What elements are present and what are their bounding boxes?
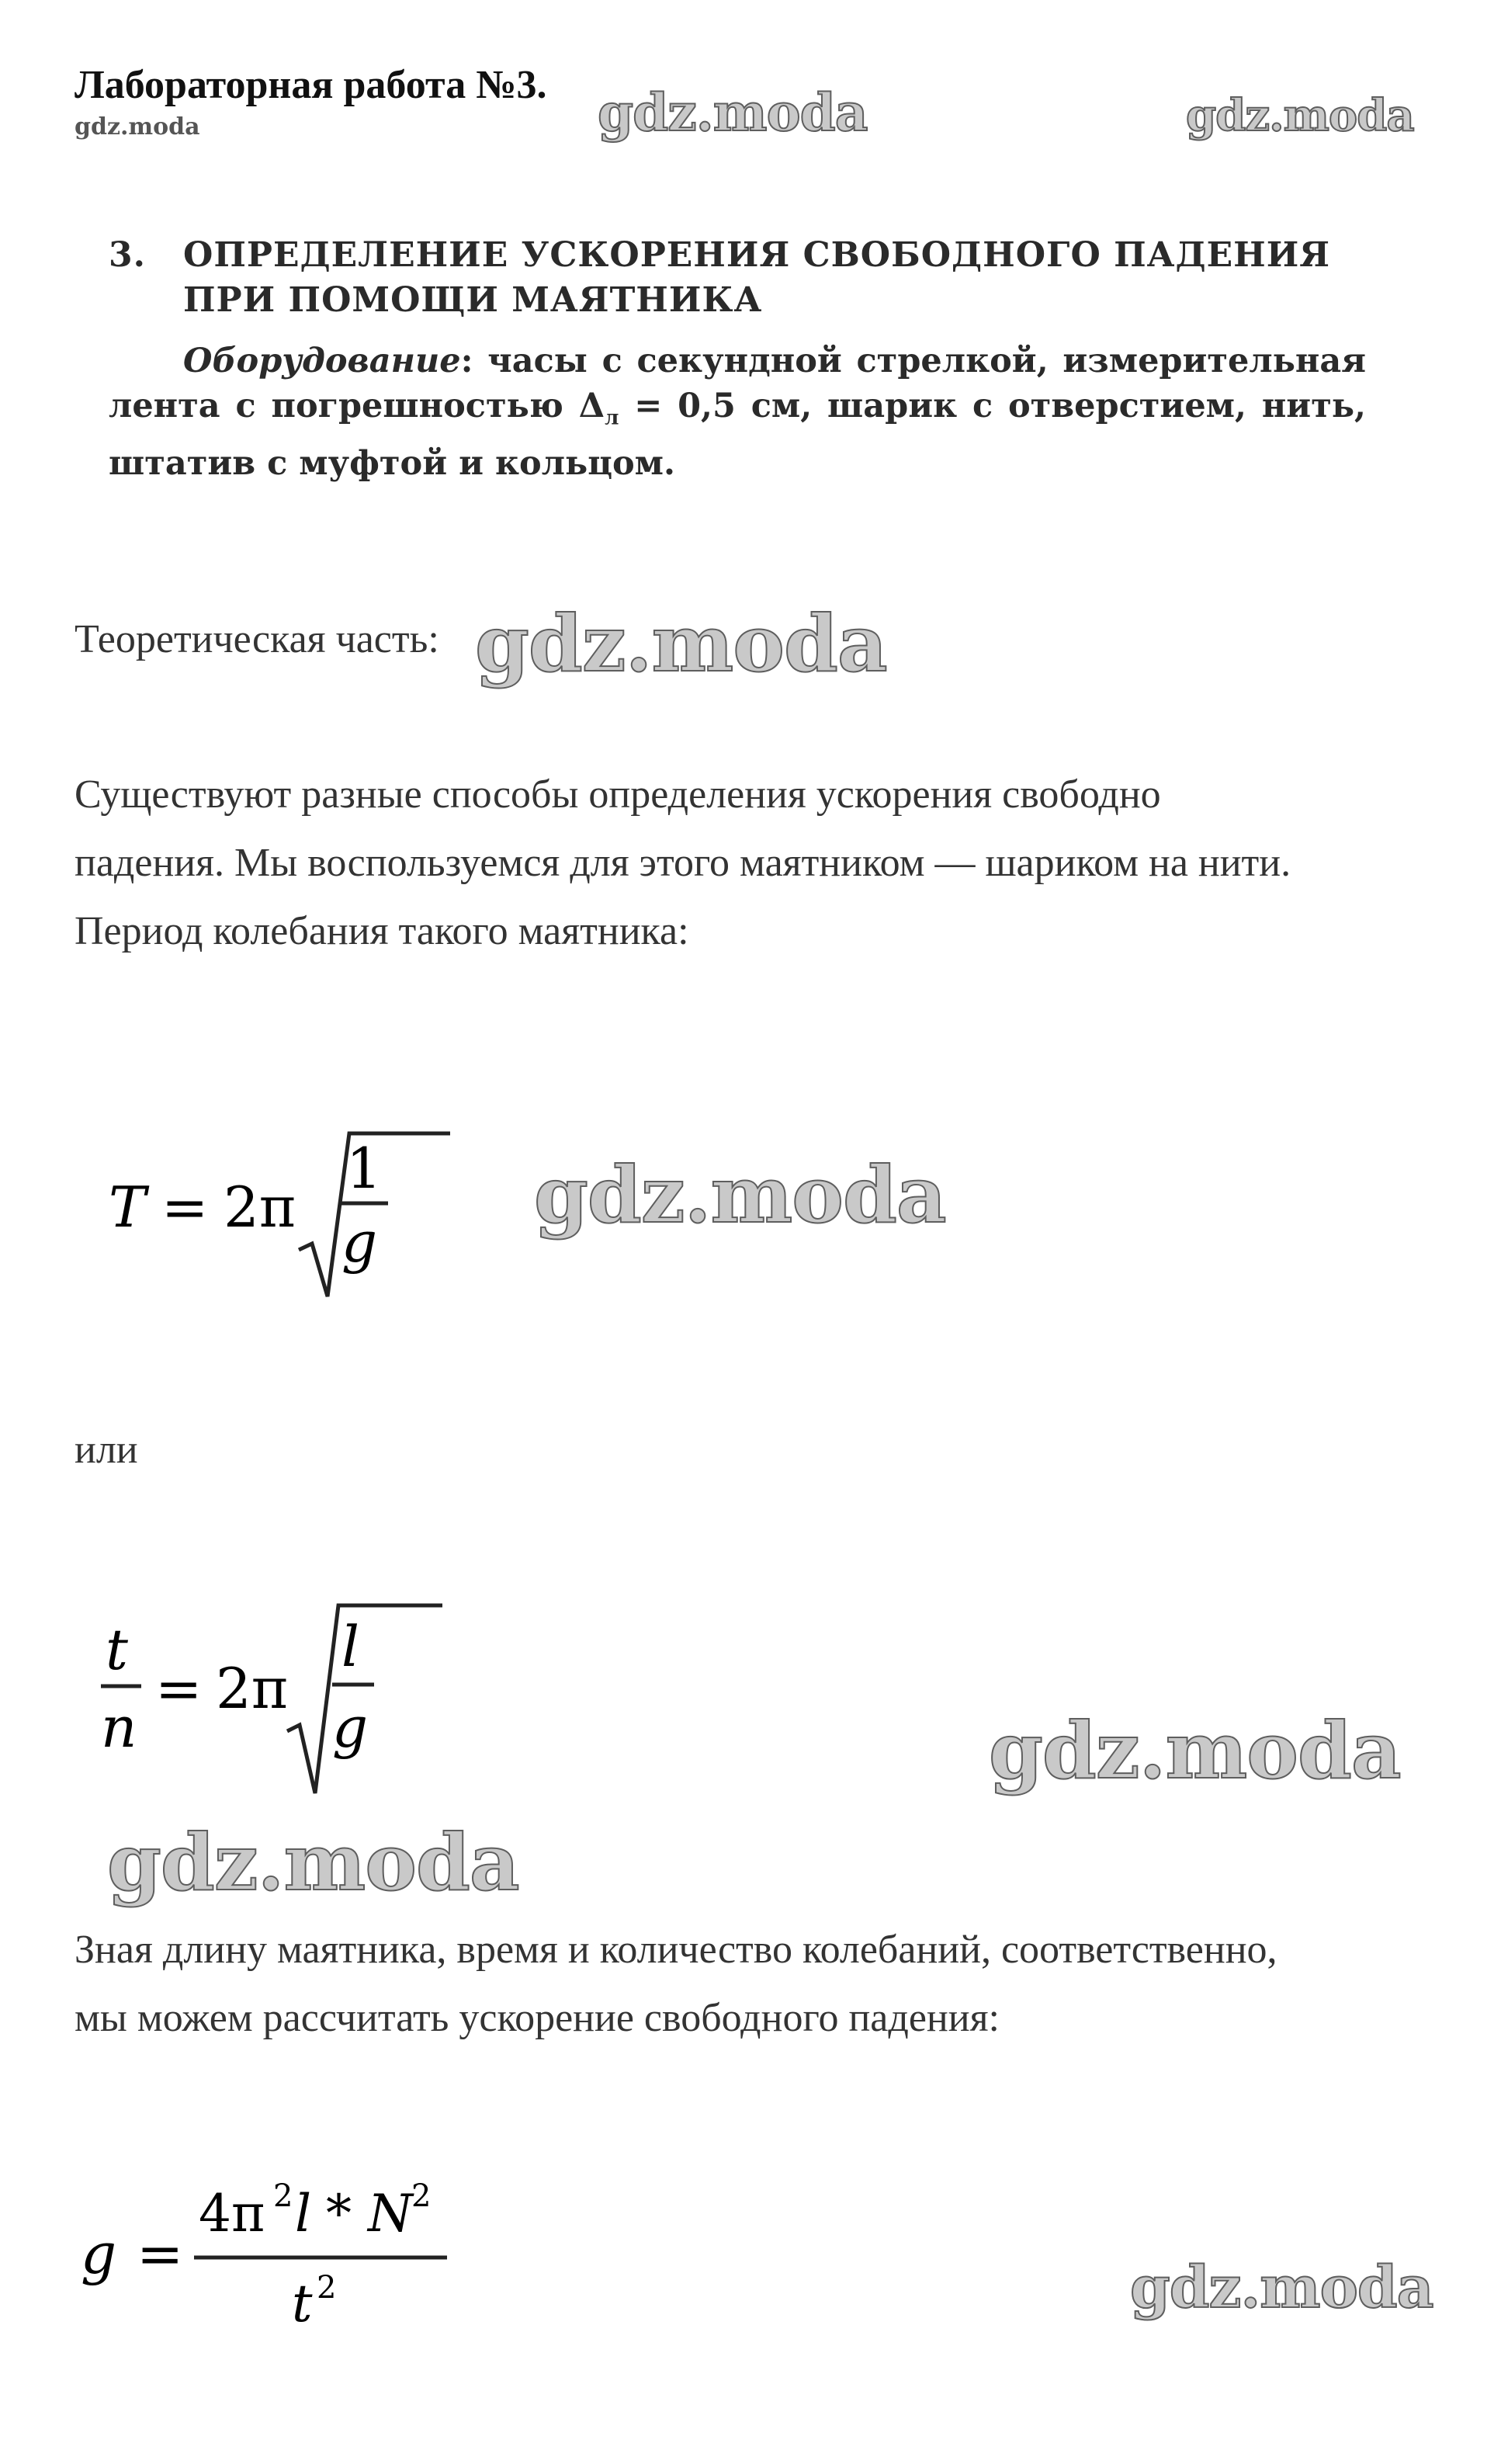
formula-equals: = [137, 2221, 184, 2286]
denominator-time: t [292, 2274, 313, 2334]
formula-g [78, 2174, 481, 2344]
paragraph-line: Зная длину маятника, время и количество колебаний, соответственно, [75, 1928, 1277, 1972]
fraction-denominator: g [332, 1695, 369, 1760]
formula-lhs: T [109, 1175, 147, 1240]
formula-equals: = [155, 1656, 203, 1721]
numerator-multiply: * [326, 2184, 352, 2244]
textbook-excerpt [109, 233, 1366, 486]
equipment-subscript: л [605, 406, 619, 430]
fraction-denominator: n [101, 1695, 137, 1760]
formula-coefficient: 2π [224, 1175, 296, 1240]
watermark: gdz.moda [534, 1149, 946, 1241]
theory-label: Теоретическая часть: [75, 617, 439, 661]
fraction-numerator: l [341, 1614, 360, 1679]
formula-lhs: g [81, 2221, 117, 2286]
equipment-text: : часы с секундной стрелкой, измерительная лента с погрешностью Δ [109, 342, 1366, 425]
or-word: или [75, 1428, 138, 1472]
section-number: 3. [109, 235, 146, 275]
paragraph-calculation [75, 1916, 1472, 2053]
equipment-paragraph [109, 338, 1366, 486]
numerator-exponent: 2 [273, 2178, 293, 2214]
numerator-length: l [295, 2184, 312, 2244]
paragraph-line: мы можем рассчитать ускорение свободного падения: [75, 1996, 1000, 2040]
watermark: gdz.moda [598, 82, 868, 143]
equipment-text-end: = 0,5 см, шарик с отверстием, нить, штатив с муфтой и кольцом. [109, 387, 1366, 483]
formula-period-measured [85, 1591, 442, 1817]
fraction-numerator: 1 [346, 1136, 382, 1201]
paragraph-line: Существуют разные способы определения ускорения свободно [75, 772, 1161, 817]
site-caption: gdz.moda [75, 113, 200, 141]
fraction-denominator: g [341, 1209, 378, 1275]
equipment-label: Оборудование [183, 342, 461, 380]
denominator-exponent: 2 [317, 2270, 337, 2306]
paragraph-line: Период колебания такого маятника: [75, 909, 689, 953]
section-heading-line1: ОПРЕДЕЛЕНИЕ УСКОРЕНИЯ СВОБОДНОГО ПАДЕНИЯ [183, 235, 1331, 275]
watermark: gdz.moda [1130, 2254, 1433, 2321]
paragraph-method [75, 761, 1472, 966]
section-heading [109, 233, 1366, 323]
section-heading-line2: ПРИ ПОМОЩИ МАЯТНИКА [183, 280, 763, 320]
numerator-count: N [368, 2184, 413, 2244]
watermark: gdz.moda [107, 1817, 519, 1908]
paragraph-line: падения. Мы воспользуемся для этого маятником — шариком на нити. [75, 841, 1291, 885]
numerator-exponent: 2 [411, 2178, 432, 2214]
watermark: gdz.moda [989, 1705, 1401, 1796]
page-title: Лабораторная работа №3. [75, 63, 547, 107]
fraction-numerator: t [106, 1617, 128, 1682]
formula-equals: = [161, 1175, 209, 1240]
numerator-coefficient: 4π [199, 2184, 265, 2244]
formula-period [93, 1110, 450, 1312]
watermark: gdz.moda [1186, 90, 1414, 141]
watermark: gdz.moda [475, 598, 887, 689]
formula-coefficient: 2π [216, 1656, 289, 1721]
